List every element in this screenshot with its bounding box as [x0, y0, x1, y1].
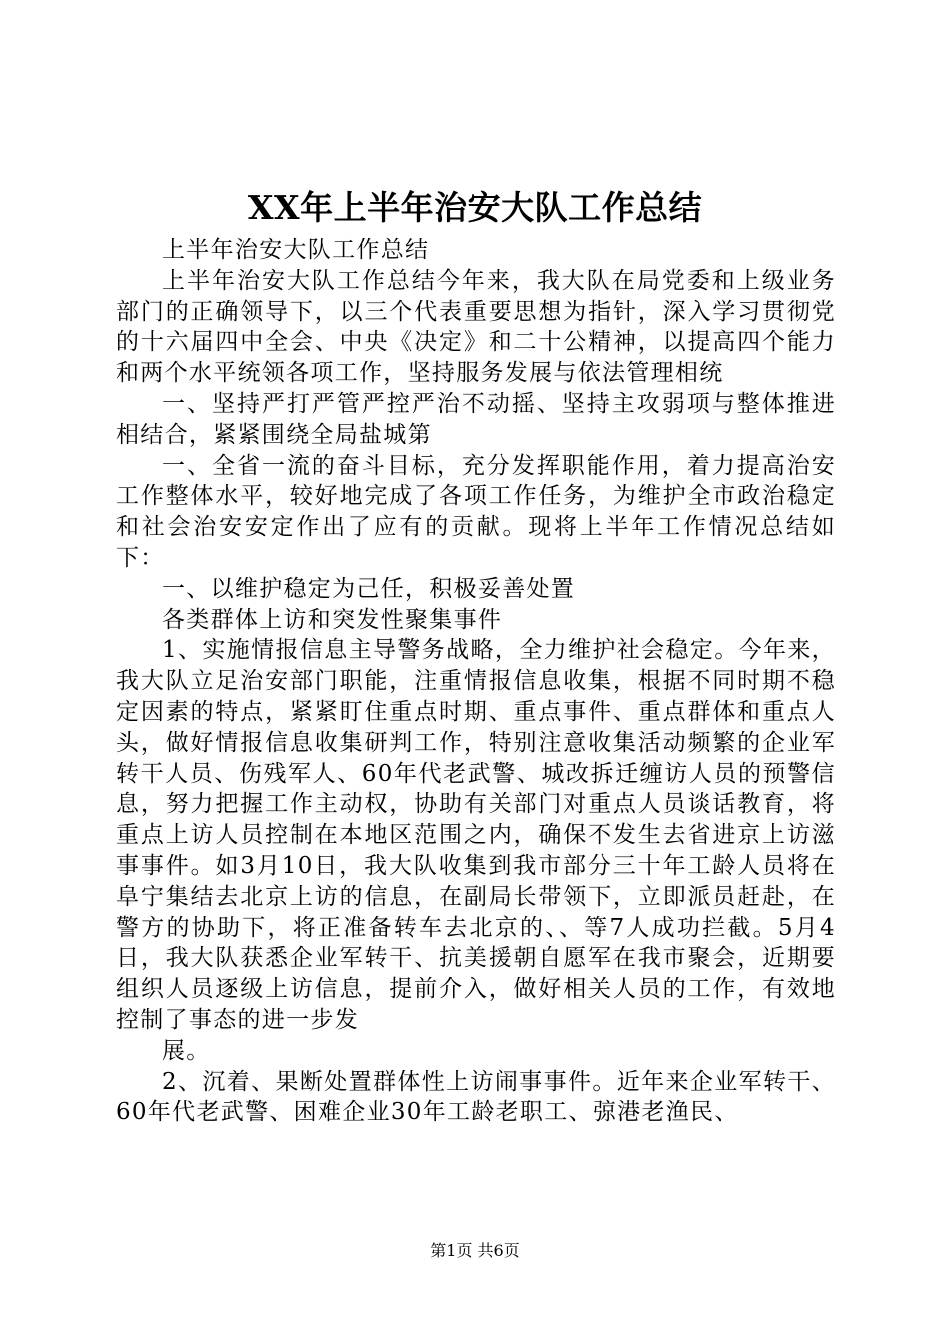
paragraph: 上半年治安大队工作总结 — [162, 237, 430, 263]
page-footer — [0, 1240, 950, 1262]
paragraph: 展。 — [162, 1037, 211, 1064]
document-title: XX年上半年治安大队工作总结 — [247, 188, 703, 227]
paragraph: 一、以维护稳定为己任，积极妥善处置 — [162, 575, 576, 602]
paragraph: 1、实施情报信息主导警务战略，全力维护社会稳定。今年来，我大队立足治安部门职能，注重情报信息收集，根据不同时期不稳定因素的特点，紧紧盯住重点时期、重点事件、重点群体和重点人头，做好情报信息收集研判工作，特别注意收集活动频繁的企业军转干人员、伤残军人、60年代老武警、城改拆迁缠访人员的预警信息，努力把握工作主动权，协助有关部门对重点人员谈话教育，将重点上访人员控制在本地区范围之内，确保不发生去省进京上访滋事事件。如3月10日，我大队收集到我市部分三十年工龄人员将在阜宁集结去北京上访的信息，在副局长带领下，立即派员赶赴，在警方的协助下，将正准备转车去北京的、、等7人成功拦截。5月4日，我大队获悉企业军转干、抗美援朝自愿军在我市聚会，近期要组织人员逐级上访信息，提前介入，做好相关人员的工作，有效地控制了事态的进一步发 — [116, 637, 836, 1033]
document-body — [116, 235, 836, 1128]
paragraph: 上半年治安大队工作总结今年来，我大队在局党委和上级业务部门的正确领导下，以三个代表重要思想为指针，深入学习贯彻党的十六届四中全会、中央《决定》和二十公精神，以提高四个能力和两个水平统领各项工作，坚持服务发展与依法管理相统 — [116, 267, 836, 387]
paragraph: 2、沉着、果断处置群体性上访闹事事件。近年来企业军转干、60年代老武警、困难企业30年工龄老职工、弶港老渔民、 — [116, 1068, 836, 1126]
page-number: 第1页 共6页 — [430, 1241, 520, 1260]
paragraph: 一、坚持严打严管严控严治不动摇、坚持主攻弱项与整体推进相结合，紧紧围绕全局盐城第 — [116, 390, 836, 448]
paragraph: 一、全省一流的奋斗目标，充分发挥职能作用，着力提高治安工作整体水平，较好地完成了各项工作任务，为维护全市政治稳定和社会治安安定作出了应有的贡献。现将上半年工作情况总结如下： — [116, 452, 836, 571]
paragraph: 各类群体上访和突发性聚集事件 — [162, 606, 503, 633]
